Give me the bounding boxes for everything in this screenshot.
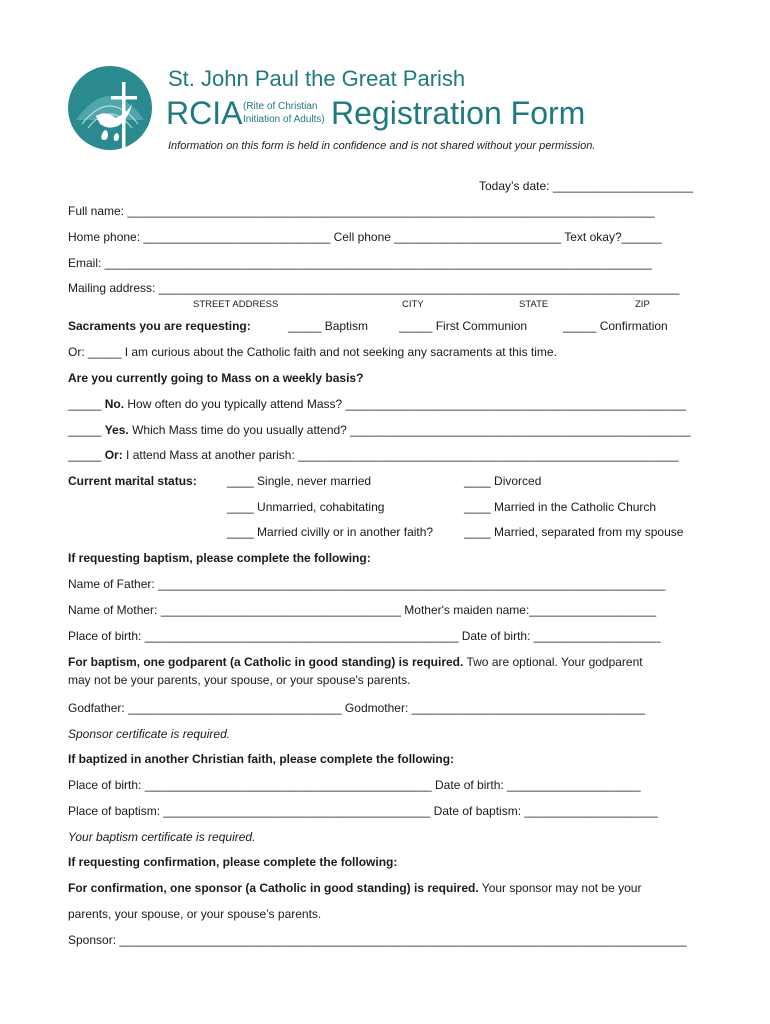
sponsor-certificate-note: Sponsor certificate is required. bbox=[68, 727, 231, 741]
godparent-note-line2: may not be your parents, your spouse, or your spouse's parents. bbox=[68, 673, 411, 687]
sponsor-note-text: Your sponsor may not be your bbox=[478, 881, 642, 895]
form-title: Registration Form bbox=[331, 95, 586, 131]
married-church-option[interactable]: ____ Married in the Catholic Church bbox=[464, 500, 657, 514]
godparents-field[interactable]: Godfather: ________________________________ Godmother: ___________________________________ bbox=[68, 701, 646, 715]
street-address-label: STREET ADDRESS bbox=[193, 299, 279, 310]
mass-other-parish-option[interactable] bbox=[68, 448, 679, 462]
other-faith-heading: If baptized in another Christian faith, please complete the following: bbox=[68, 752, 455, 766]
separated-option[interactable]: ____ Married, separated from my spouse bbox=[464, 525, 684, 539]
birth-place-date-field[interactable]: Place of birth: _______________________________________________ Date of birth: ___________________ bbox=[68, 629, 661, 643]
other-faith-birth-field[interactable]: Place of birth: ___________________________________________ Date of birth: ____________________ bbox=[68, 778, 641, 792]
married-civil-option[interactable]: ____ Married civilly or in another faith? bbox=[227, 525, 434, 539]
mass-yes-option[interactable] bbox=[68, 423, 691, 437]
mass-or-blank: _____ bbox=[68, 448, 105, 462]
state-label: STATE bbox=[519, 299, 549, 310]
confidentiality-note: Information on this form is held in confidence and is not shared without your permission. bbox=[168, 140, 596, 152]
full-name-field[interactable]: Full name: _______________________________________________________________________________ bbox=[68, 204, 655, 218]
todays-date-field[interactable]: Today’s date: _____________________ bbox=[479, 179, 693, 193]
single-option[interactable]: ____ Single, never married bbox=[227, 474, 372, 488]
dove-cross-shell-icon bbox=[66, 64, 156, 160]
email-field[interactable]: Email: __________________________________________________________________________________ bbox=[68, 256, 652, 270]
baptism-certificate-note: Your baptism certificate is required. bbox=[68, 830, 256, 844]
baptism-place-date-field[interactable]: Place of baptism: ________________________________________ Date of baptism: ____________________ bbox=[68, 804, 658, 818]
parish-name: St. John Paul the Great Parish bbox=[168, 66, 466, 91]
mass-no-option[interactable] bbox=[68, 397, 686, 411]
confirmation-heading: If requesting confirmation, please complete the following: bbox=[68, 855, 398, 869]
mother-name-field[interactable]: Name of Mother: ____________________________________ Mother's maiden name:___________________ bbox=[68, 603, 657, 617]
sponsor-field[interactable]: Sponsor: _____________________________________________________________________________________ bbox=[68, 933, 687, 947]
mailing-address-field[interactable]: Mailing address: ______________________________________________________________________________ bbox=[68, 281, 680, 295]
mass-no-text: How often do you typically attend Mass? ___________________________________________________ bbox=[124, 397, 686, 411]
first-communion-option[interactable]: _____ First Communion bbox=[399, 319, 528, 333]
curious-option[interactable]: Or: _____ I am curious about the Catholic faith and not seeking any sacraments at this time. bbox=[68, 345, 557, 359]
rcia-expansion bbox=[243, 100, 325, 126]
mass-question: Are you currently going to Mass on a weekly basis? bbox=[68, 371, 364, 385]
mass-yes-label: Yes. bbox=[104, 423, 129, 437]
marital-status-label: Current marital status: bbox=[68, 474, 197, 488]
mass-no-blank: _____ bbox=[68, 397, 105, 411]
father-name-field[interactable]: Name of Father: ____________________________________________________________________________ bbox=[68, 577, 666, 591]
godparent-note-text: Two are optional. Your godparent bbox=[463, 655, 643, 669]
rcia-expansion-line2: Initiation of Adults) bbox=[243, 114, 325, 125]
mass-or-label: Or: bbox=[104, 448, 123, 462]
cohabitating-option[interactable]: ____ Unmarried, cohabitating bbox=[227, 500, 385, 514]
sponsor-note-line2: parents, your spouse, or your spouse’s parents. bbox=[68, 907, 322, 921]
divorced-option[interactable]: ____ Divorced bbox=[464, 474, 542, 488]
godparent-note bbox=[68, 655, 643, 669]
mass-no-label: No. bbox=[104, 397, 125, 411]
mass-yes-blank: _____ bbox=[68, 423, 105, 437]
confirmation-option[interactable]: _____ Confirmation bbox=[563, 319, 668, 333]
rcia-title: RCIA bbox=[166, 95, 243, 131]
mass-or-text: I attend Mass at another parish: _________________________________________________________ bbox=[122, 448, 679, 462]
sacraments-label: Sacraments you are requesting: bbox=[68, 319, 251, 333]
baptism-heading: If requesting baptism, please complete the following: bbox=[68, 551, 371, 565]
rcia-expansion-line1: (Rite of Christian bbox=[243, 101, 318, 112]
city-label: CITY bbox=[402, 299, 424, 310]
baptism-option[interactable]: _____ Baptism bbox=[288, 319, 369, 333]
sponsor-note bbox=[68, 881, 641, 895]
phone-field[interactable]: Home phone: ____________________________ Cell phone _________________________ Text okay?______ bbox=[68, 230, 662, 244]
mass-yes-text: Which Mass time do you usually attend? ___________________________________________________ bbox=[128, 423, 691, 437]
zip-label: ZIP bbox=[635, 299, 650, 310]
sponsor-note-bold: For confirmation, one sponsor (a Catholic in good standing) is required. bbox=[68, 881, 479, 895]
godparent-note-bold: For baptism, one godparent (a Catholic in good standing) is required. bbox=[68, 655, 464, 669]
